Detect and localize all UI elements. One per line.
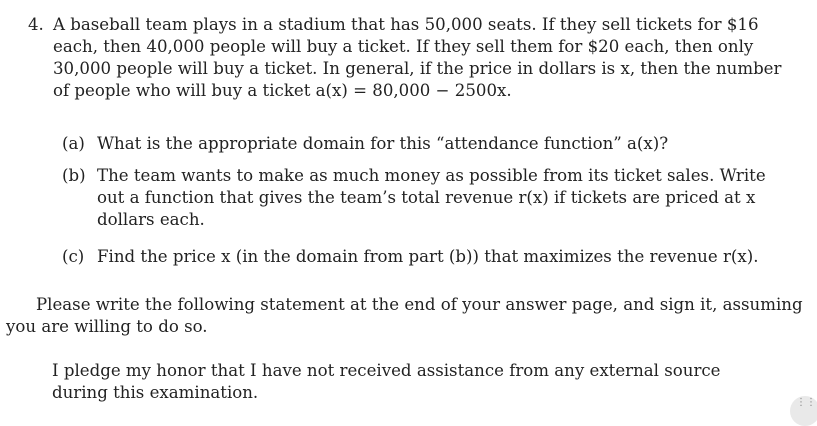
part-label: (a) xyxy=(62,134,85,153)
problem-number: 4. xyxy=(28,15,44,34)
corner-widget-icon[interactable]: ⋮⋮ xyxy=(790,396,817,426)
part-text xyxy=(97,246,792,268)
instruction-line: you are willing to do so. xyxy=(6,317,208,336)
part-label: (c) xyxy=(62,247,85,266)
part-line: The team wants to make as much money as possible from its ticket sales. Write xyxy=(97,166,766,185)
problem-statement xyxy=(53,14,793,102)
part-text xyxy=(97,165,792,231)
problem-line: of people who will buy a ticket a(x) = 80,000 − 2500x. xyxy=(53,81,512,100)
problem-line: 30,000 people will buy a ticket. In general, if the price in dollars is x, then the number xyxy=(53,59,782,78)
part-a xyxy=(62,133,792,155)
part-c xyxy=(62,246,792,268)
part-line: Find the price x (in the domain from part (b)) that maximizes the revenue r(x). xyxy=(97,247,759,266)
part-line: out a function that gives the team’s total revenue r(x) if tickets are priced at x xyxy=(97,188,756,207)
pledge-line: during this examination. xyxy=(52,383,259,402)
pledge-line: I pledge my honor that I have not received assistance from any external source xyxy=(52,361,721,380)
part-line: dollars each. xyxy=(97,210,205,229)
part-b xyxy=(62,165,792,231)
problem-line: A baseball team plays in a stadium that has 50,000 seats. If they sell tickets for $16 xyxy=(53,15,759,34)
instruction-line: Please write the following statement at the end of your answer page, and sign it, assuming xyxy=(36,295,803,314)
part-label: (b) xyxy=(62,166,86,185)
pledge-instruction xyxy=(6,294,803,338)
honor-pledge xyxy=(52,360,772,404)
problem-4 xyxy=(28,14,793,102)
problem-line: each, then 40,000 people will buy a ticket. If they sell them for $20 each, then only xyxy=(53,37,754,56)
part-line: What is the appropriate domain for this “attendance function” a(x)? xyxy=(97,134,669,153)
part-text xyxy=(97,133,792,155)
